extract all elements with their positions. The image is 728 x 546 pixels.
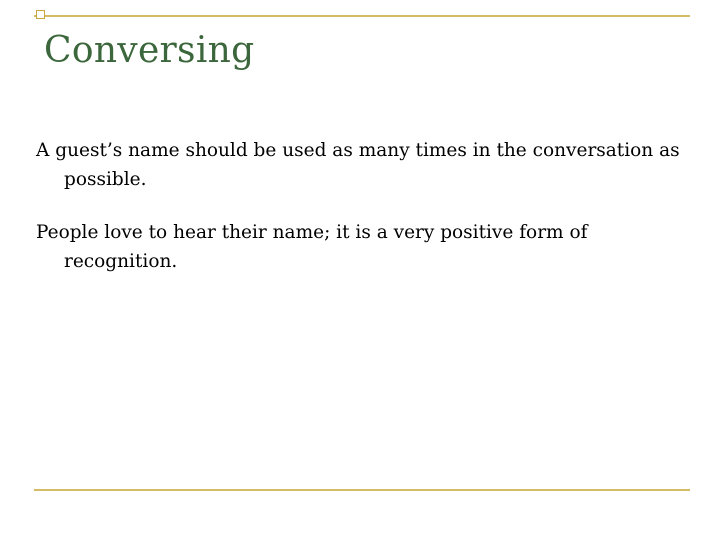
bottom-divider [34, 489, 690, 491]
corner-square-icon [36, 10, 45, 19]
body-paragraph: People love to hear their name; it is a very positive form of recognition. [36, 222, 588, 272]
body-paragraph: A guest’s name should be used as many times in the conversation as possible. [36, 140, 680, 190]
top-divider [34, 15, 690, 17]
slide-body [36, 136, 686, 300]
slide-title: Conversing [44, 30, 255, 71]
